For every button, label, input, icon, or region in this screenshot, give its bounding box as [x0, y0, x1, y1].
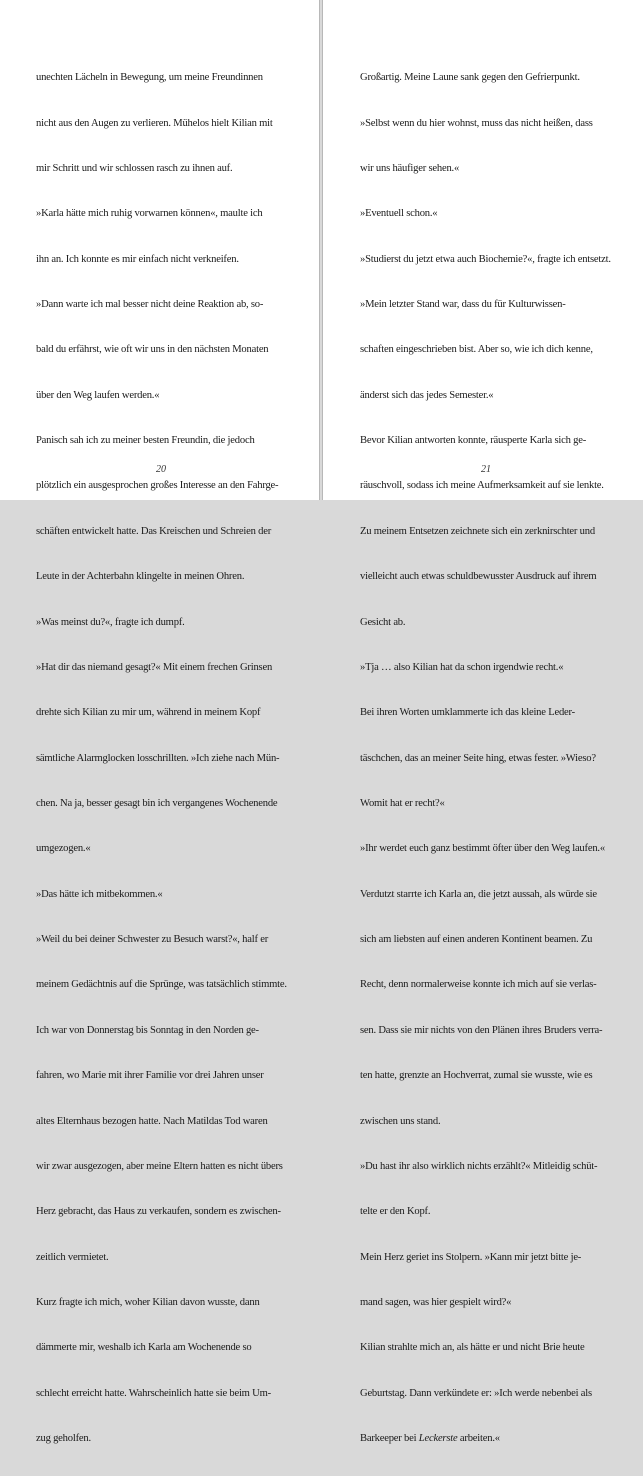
- text-line: mand sagen, was hier gespielt wird?«: [360, 1296, 512, 1308]
- text-line: sich am liebsten auf einen anderen Kontinent beamen. Zu: [360, 934, 593, 946]
- text-line: telte er den Kopf.: [360, 1206, 431, 1218]
- text-line: umgezogen.«: [36, 843, 91, 855]
- text-line: änderst sich das jedes Semester.«: [360, 389, 494, 401]
- italic-bar-name: Leckerste: [418, 1433, 458, 1445]
- text-line: »Was meinst du?«, fragte ich dumpf.: [36, 616, 185, 628]
- text-line: zwischen uns stand.: [360, 1115, 441, 1127]
- text-line: sen. Dass sie mir nichts von den Plänen ihres Bruders verra-: [360, 1024, 603, 1036]
- text-line: fahren, wo Marie mit ihrer Familie vor drei Jahren unser: [36, 1070, 264, 1082]
- text-line: vielleicht auch etwas schuldbewusster Ausdruck auf ihrem: [360, 571, 597, 583]
- text-line: plötzlich ein ausgesprochen großes Interesse an den Fahrge-: [36, 480, 279, 492]
- text-line: Mein Herz geriet ins Stolpern. »Kann mir jetzt bitte je-: [360, 1251, 582, 1263]
- text-segment: arbeiten.«: [457, 1433, 500, 1445]
- text-line: bald du erfährst, wie oft wir uns in den nächsten Monaten: [36, 344, 269, 356]
- text-line: Verdutzt starrte ich Karla an, die jetzt aussah, als würde sie: [360, 888, 597, 900]
- page-number: 21: [481, 464, 491, 475]
- text-line: Herz gebracht, das Haus zu verkaufen, sondern es zwischen-: [36, 1206, 281, 1218]
- text-line: »Das hätte ich mitbekommen.«: [36, 888, 163, 900]
- left-page: [0, 0, 320, 1445]
- text-line: »Tja … also Kilian hat da schon irgendwie recht.«: [360, 661, 564, 673]
- text-line: »Weil du bei deiner Schwester zu Besuch warst?«, half er: [36, 934, 269, 946]
- text-line: »Selbst wenn du hier wohnst, muss das nicht heißen, dass: [360, 117, 593, 129]
- text-line: »Mein letzter Stand war, dass du für Kulturwissen-: [360, 299, 566, 311]
- text-line: zeitlich vermietet.: [36, 1251, 109, 1263]
- text-line: altes Elternhaus bezogen hatte. Nach Matildas Tod waren: [36, 1115, 268, 1127]
- text-line: Leute in der Achterbahn klingelte in meinen Ohren.: [36, 571, 245, 583]
- right-page-text: [360, 40, 610, 1476]
- text-line: »Eventuell schon.«: [360, 208, 438, 220]
- text-line: Bei ihren Worten umklammerte ich das kleine Leder-: [360, 707, 575, 719]
- text-line: Gesicht ab.: [360, 616, 406, 628]
- text-line: unechten Lächeln in Bewegung, um meine Freundinnen: [36, 72, 263, 84]
- text-line: meinem Gedächtnis auf die Sprünge, was tatsächlich stimmte.: [36, 979, 287, 991]
- text-line: Recht, denn normalerweise konnte ich mich auf sie verlas-: [360, 979, 597, 991]
- text-line: Ich war von Donnerstag bis Sonntag in den Norden ge-: [36, 1024, 259, 1036]
- text-segment: Barkeeper bei: [360, 1433, 419, 1445]
- text-line: »Hat dir das niemand gesagt?« Mit einem frechen Grinsen: [36, 661, 273, 673]
- text-line: zug geholfen.: [36, 1433, 91, 1445]
- text-line: wir zwar ausgezogen, aber meine Eltern hatten es nicht übers: [36, 1160, 283, 1172]
- right-page: [322, 0, 643, 1445]
- text-line: über den Weg laufen werden.«: [36, 389, 160, 401]
- text-line: drehte sich Kilian zu mir um, während in meinem Kopf: [36, 707, 261, 719]
- text-line: Geburtstag. Dann verkündete er: »Ich werde nebenbei als: [360, 1387, 592, 1399]
- text-line: »Ihr werdet euch ganz bestimmt öfter über den Weg laufen.«: [360, 843, 605, 855]
- text-line-with-italic: [360, 1431, 610, 1446]
- text-line: »Du hast ihr also wirklich nichts erzählt?« Mitleidig schüt-: [360, 1160, 598, 1172]
- text-line: räuschvoll, sodass ich meine Aufmerksamkeit auf sie lenkte.: [360, 480, 604, 492]
- text-line: Bevor Kilian antworten konnte, räusperte Karla sich ge-: [360, 435, 587, 447]
- text-line: chen. Na ja, besser gesagt bin ich vergangenes Wochenende: [36, 798, 278, 809]
- text-line: dämmerte mir, weshalb ich Karla am Wochenende so: [36, 1342, 252, 1354]
- text-line: »Dann warte ich mal besser nicht deine Reaktion ab, so-: [36, 299, 264, 311]
- text-line: »Karla hätte mich ruhig vorwarnen können«, maulte ich: [36, 208, 263, 220]
- text-line: Kilian strahlte mich an, als hätte er und nicht Brie heute: [360, 1342, 585, 1354]
- text-line: Großartig. Meine Laune sank gegen den Gefrierpunkt.: [360, 72, 580, 84]
- text-line: schaften eingeschrieben bist. Aber so, wie ich dich kenne,: [360, 344, 593, 356]
- text-line: ihn an. Ich konnte es mir einfach nicht verkneifen.: [36, 253, 239, 265]
- text-line: ten hatte, grenzte an Hochverrat, zumal sie wusste, wie es: [360, 1070, 593, 1082]
- text-line: Zu meinem Entsetzen zeichnete sich ein zerknirschter und: [360, 525, 595, 537]
- text-line: »Studierst du jetzt etwa auch Biochemie?«, fragte ich entsetzt.: [360, 253, 611, 265]
- text-line: Womit hat er recht?«: [360, 798, 445, 809]
- text-line: täschchen, das an meiner Seite hing, etwas fester. »Wieso?: [360, 752, 596, 764]
- text-line: schäften entwickelt hatte. Das Kreischen und Schreien der: [36, 525, 272, 537]
- text-line: Panisch sah ich zu meiner besten Freundin, die jedoch: [36, 435, 255, 447]
- page-number: 20: [156, 464, 166, 475]
- left-page-text: [36, 40, 286, 1476]
- text-line: schlecht erreicht hatte. Wahrscheinlich hatte sie beim Um-: [36, 1387, 271, 1399]
- text-line: Kurz fragte ich mich, woher Kilian davon wusste, dann: [36, 1296, 260, 1308]
- text-line: nicht aus den Augen zu verlieren. Mühelos hielt Kilian mit: [36, 117, 273, 129]
- text-line: mir Schritt und wir schlossen rasch zu ihnen auf.: [36, 162, 233, 174]
- text-line: wir uns häufiger sehen.«: [360, 162, 460, 174]
- text-line: sämtliche Alarmglocken losschrillten. »Ich ziehe nach Mün-: [36, 752, 280, 764]
